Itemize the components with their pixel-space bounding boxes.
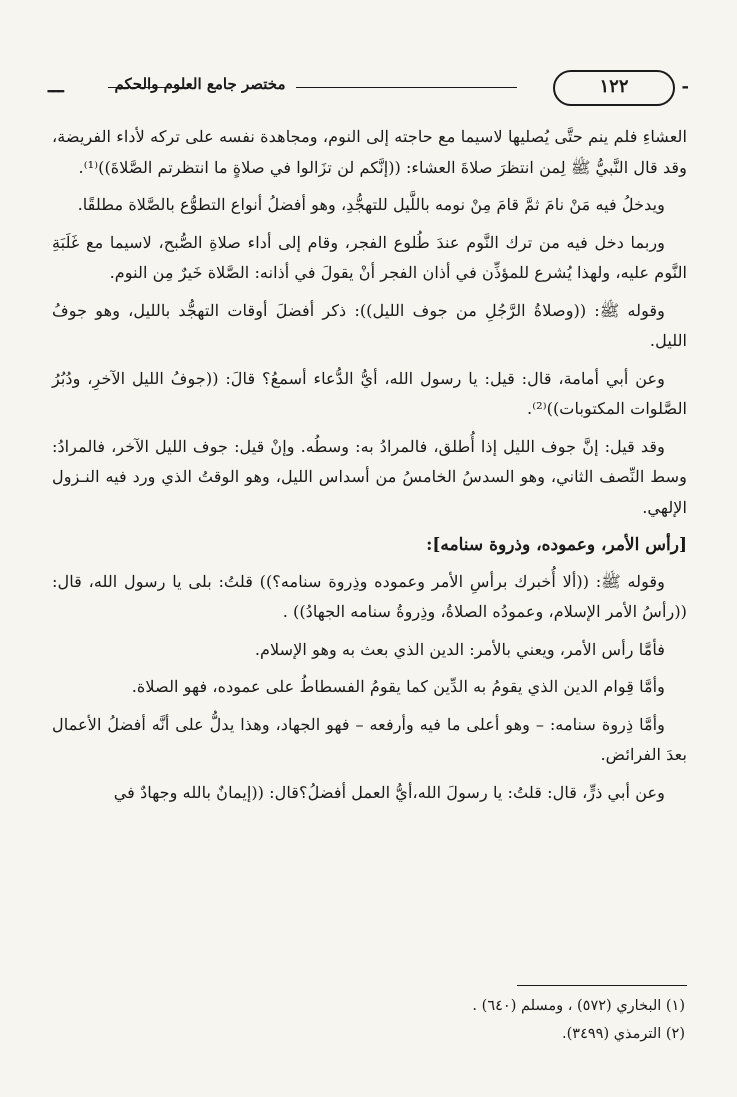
paragraph: العشاءِ فلم ينم حتَّى يُصليها لاسيما مع حاجته إلى النوم، ومجاهدة نفسه على تركه لأداء الفريضة، وقد قال النَّبيُّ ﷺ لِمن انتظرَ صلاةَ العشاء: ((إنَّكم لن تزَالوا في صلاةٍ ما انتظرتم الصَّلاةَ))⁽¹⁾. — [52, 127, 687, 177]
paragraph: فأمَّا رأس الأمر، ويعني بالأمر: الدين الذي بعث به وهو الإسلام. — [254, 639, 665, 659]
header-dash-left: ـــ — [48, 76, 64, 97]
paragraph: وأمَّا ذِروة سنامه: – وهو أعلى ما فيه وأرفعه – فهو الجهاد، وهذا يدلُّ على أنَّه أفضلُ الأعمال بعدَ الفرائض. — [52, 714, 687, 764]
paragraph: ويدخلُ فيه مَنْ نامَ ثمَّ قامَ مِنْ نومه باللَّيل للتهجُّدِ، وهو أفضلُ أنواع التطوُّع بالصَّلاة مطلقًا. — [77, 195, 665, 214]
paragraph: وأمَّا قِوام الدين الذي يقومُ به الدِّين كما يقومُ الفسطاطُ على عموده، فهو الصلاة. — [131, 677, 665, 696]
paragraph: وعن أبي أمامة، قال: قيل: يا رسول الله، أيُّ الدُّعاء أسمعُ؟ قالَ: ((جوفُ الليل الآخرِ، ودُبُرُ الصَّلوات المكتوبات))⁽²⁾. — [52, 368, 687, 418]
header-rule-middle — [296, 87, 517, 88]
footnotes — [52, 992, 685, 1048]
paragraph: وعن أبي ذرٍّ، قال: قلتُ: يا رسولَ الله،أيُّ العمل أفضلُ؟قال: ((إيمانٌ بالله وجهادٌ في — [113, 782, 665, 802]
section-heading: [رأس الأمر، وعموده، وذروة سنامه]: — [426, 535, 687, 555]
book-title: مختصر جامع العلوم والحكم — [114, 75, 286, 93]
page-number-badge — [553, 70, 675, 106]
paragraph: وربما دخل فيه من ترك النَّوم عندَ طُلوع الفجر، وقام إلى أداء صلاةِ الصُّبح، لاسيما مع غَلَبَةِ النَّوم عليه، ولهذا يُشرع للمؤذِّن في أذان الفجر أنْ يقولَ في أذانه: الصَّلاة خَيرٌ مِن النوم. — [52, 232, 687, 282]
footnote: (٢) الترمذي (٣٤٩٩). — [562, 1026, 685, 1042]
paragraph: وقد قيل: إنَّ جوف الليل إذا أُطلق، فالمرادُ به: وسطُه. وإنْ قيل: جوف الليل الآخر، فالمرادُ: وسط النِّصف الثاني، وهو السدسُ الخامسُ من أسداس الليل، وهو الوقتُ الذي ورد فيه النـزول الإلهي. — [52, 436, 687, 517]
main-text — [52, 122, 687, 815]
page-number: ١٢٢ — [599, 76, 629, 97]
footnote: (١) البخاري (٥٧٢) ، ومسلم (٦٤٠) . — [472, 998, 685, 1014]
footnote-divider — [517, 985, 687, 986]
paragraph: وقوله ﷺ: ((ألا أُخبرك برأسِ الأمر وعموده وذِروة سنامه؟)) قلتُ: بلى يا رسول الله، قال: ((رأسُ الأمر الإسلام، وعمودُه الصلاةُ، وذِروةُ سنامه الجهادُ)) . — [52, 571, 687, 621]
paragraph: وقوله ﷺ: ((وصلاةُ الرَّجُلِ من جوف الليل)): ذكر أفضلَ أوقات التهجُّد بالليل، وهو جوفُ الليل. — [52, 300, 687, 350]
header-dash-right: - — [681, 76, 689, 97]
page-header — [48, 70, 689, 106]
